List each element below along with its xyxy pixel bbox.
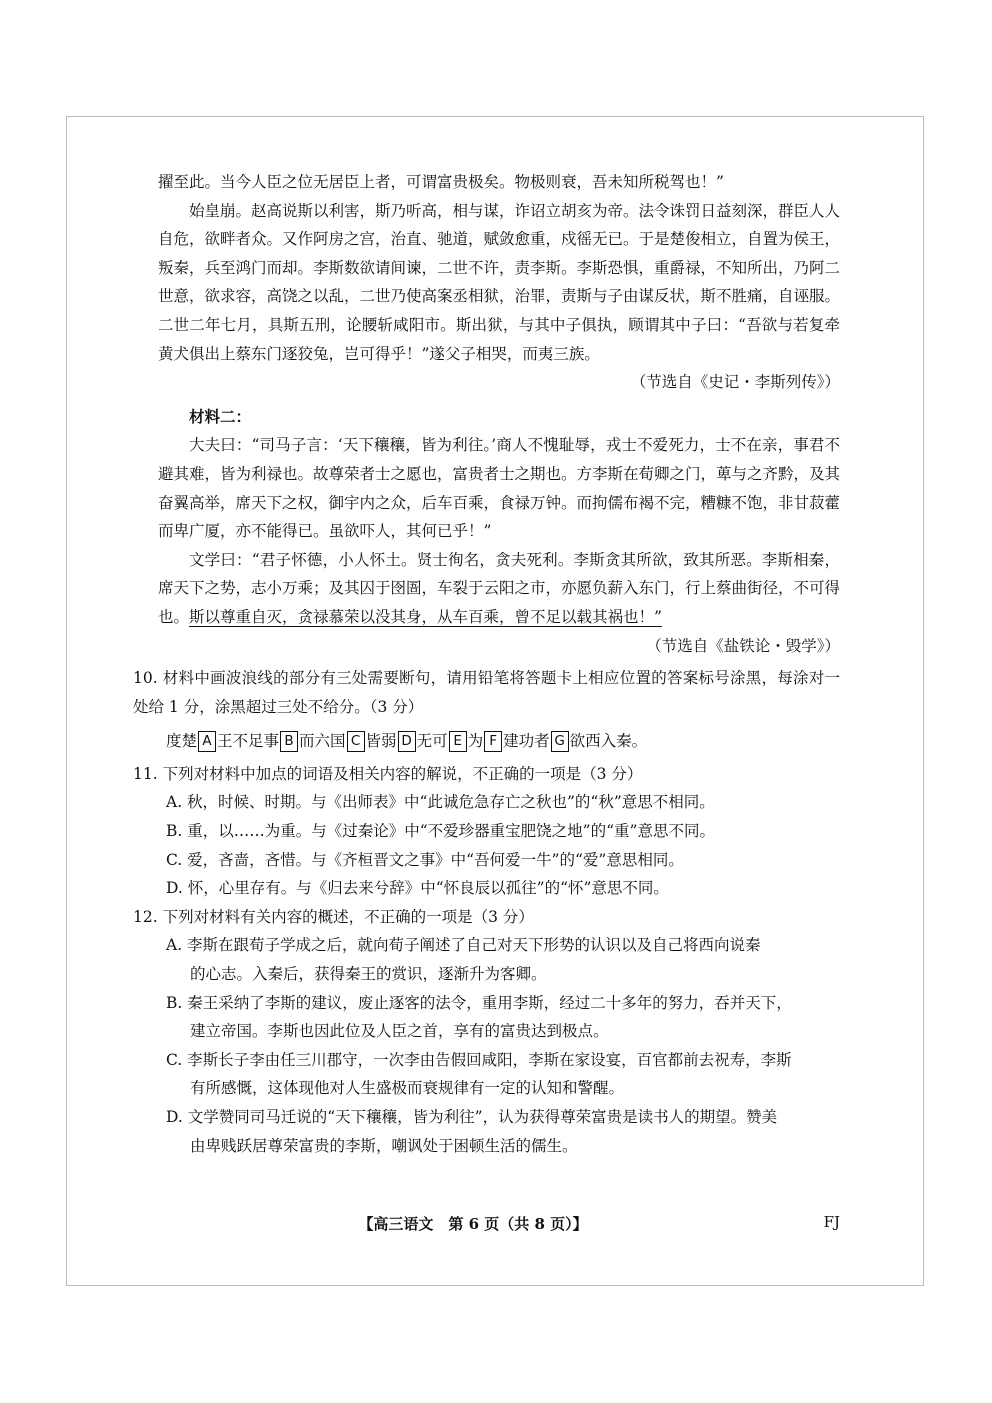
passage1-paragraph: 始皇崩。赵高说斯以利害，斯乃听高，相与谋，诈诏立胡亥为帝。法令诛罚日益刻深，群臣人人自危，欲畔者众。又作阿房之宫，治直、驰道，赋敛愈重，戍徭无已。于是楚俊相立，自置为侯王，叛秦，兵至鸿门而却。李斯数欲请间谏，二世不许，责李斯。李斯恐惧，重爵禄，不知所出，乃阿二世意，欲求容，高饶之以乱，二世乃使高案丞相狱，治罪，责斯与子由谋反状，斯不胜痛，自诬服。二世二年七月，具斯五刑，论腰斩咸阳市。斯出狱，与其中子俱执，顾谓其中子曰：“吾欲与若复牵黄犬俱出上蔡东门逐狡兔，岂可得乎！”遂父子相哭，而夷三族。 (158, 201, 841, 363)
segment: 为 (467, 732, 484, 751)
answer-box-f[interactable]: F (484, 731, 502, 752)
answer-box-e[interactable]: E (449, 731, 467, 752)
passage1-continuation: 擢至此。当今人臣之位无居臣上者，可谓富贵极矣。物极则衰，吾未知所税驾也！” (158, 173, 724, 191)
wavy-underlined-text: 斯以尊重自灭，贪禄慕荣以没其身，从车百乘，曾不足以载其祸也！” (189, 607, 662, 626)
segment: 度楚 (166, 732, 198, 751)
passage1-source: （节选自《史记・李斯列传》） (630, 373, 840, 392)
segment: 而六国 (299, 732, 346, 751)
passage2-paragraph-1: 大夫曰：“司马子言：‘天下穰穰，皆为利往。’商人不愧耻辱，戎士不爱死力，士不在亲，事君不避其难，皆为利禄也。故尊荣者士之愿也，富贵者士之期也。方李斯在荀卿之门，萆与之齐黔，及其奋翼高举，席天下之权，御宇内之众，后车百乘，食禄万钟。而拘儒布褐不完，糟糠不饱，非甘菽藿而卑广厦，亦不能得已。虽欲吓人，其何已乎！” (158, 436, 841, 541)
answer-box-g[interactable]: G (551, 731, 569, 752)
question-12-option-a: A. 李斯在跟荀子学成之后，就向荀子阐述了自己对天下形势的认识以及自己将西向说秦 (166, 936, 761, 955)
question-12-option-b-cont: 建立帝国。李斯也因此位及人臣之首，享有的富贵达到极点。 (190, 1022, 609, 1041)
question-11-option-a: A. 秋，时候、时期。与《出师表》中“此诚危急存亡之秋也”的“秋”意思不相同。 (166, 793, 715, 812)
material-two-heading: 材料二： (189, 406, 252, 426)
segment: 建功者 (503, 732, 550, 751)
question-10-stem: 10. 材料中画波浪线的部分有三处需要断句，请用铅笔将答题卡上相应位置的答案标号涂黑，每涂对一处给 1 分，涂黑超过三处不给分。（3 分） (133, 669, 840, 716)
answer-box-d[interactable]: D (398, 731, 416, 752)
segment: 无可 (416, 732, 448, 751)
passage2-paragraph-2-text: 文学曰：“君子怀德，小人怀土。贤士徇名，贪夫死利。李斯贪其所欲，致其所恶。李斯相秦，席天下之势，志小万乘；及其囚于囹圄，车裂于云阳之市，亦愿负薪入东门，行上蔡曲街径，不可得也。 (158, 550, 841, 626)
question-12-option-c-cont: 有所感慨，这体现他对人生盛极而衰规律有一定的认知和警醒。 (190, 1079, 625, 1098)
answer-box-b[interactable]: B (280, 731, 298, 752)
question-11-stem: 11. 下列对材料中加点的词语及相关内容的解说，不正确的一项是（3 分） (133, 764, 643, 783)
passage2-source: （节选自《盐铁论・毁学》） (646, 636, 840, 655)
question-11-option-d: D. 怀，心里存有。与《归去来兮辞》中“怀良辰以孤往”的“怀”意思不同。 (166, 879, 669, 898)
question-11-option-b: B. 重，以……为重。与《过秦论》中“不爱珍器重宝肥饶之地”的“重”意思不同。 (166, 822, 715, 841)
exam-content (133, 168, 841, 1160)
question-12-option-c: C. 李斯长子李由任三川郡守，一次李由告假回咸阳，李斯在家设宴，百官都前去祝寿，李斯 (166, 1050, 792, 1069)
question-10-sentence (158, 727, 840, 756)
question-12-option-d-cont: 由卑贱跃居尊荣富贵的李斯，嘲讽处于困顿生活的儒生。 (190, 1136, 578, 1155)
answer-box-a[interactable]: A (198, 731, 216, 752)
question-12-option-d: D. 文学赞同司马迁说的“天下穰穰，皆为利往”，认为获得尊荣富贵是读书人的期望。赞美 (166, 1108, 778, 1126)
footer-code: FJ (823, 1213, 840, 1231)
footer-page-info: 【高三语文 第 6 页（共 8 页）】 (358, 1215, 588, 1233)
segment: 皆弱 (365, 732, 397, 751)
passage2-paragraph-2 (158, 546, 840, 632)
question-12-option-b: B. 秦王采纳了李斯的建议，废止逐客的法令，重用李斯，经过二十多年的努力，吞并天下， (166, 993, 792, 1012)
segment: 欲西入秦。 (569, 732, 648, 751)
answer-box-c[interactable]: C (347, 731, 365, 752)
question-11-option-c: C. 爱，吝啬，吝惜。与《齐桓晋文之事》中“吾何爱一牛”的“爱”意思相同。 (166, 850, 684, 869)
question-12-option-a-cont: 的心志。入秦后，获得秦王的赏识，逐渐升为客卿。 (190, 965, 547, 984)
question-12-stem: 12. 下列对材料有关内容的概述，不正确的一项是（3 分） (133, 907, 534, 926)
segment: 王不足事 (217, 732, 280, 751)
